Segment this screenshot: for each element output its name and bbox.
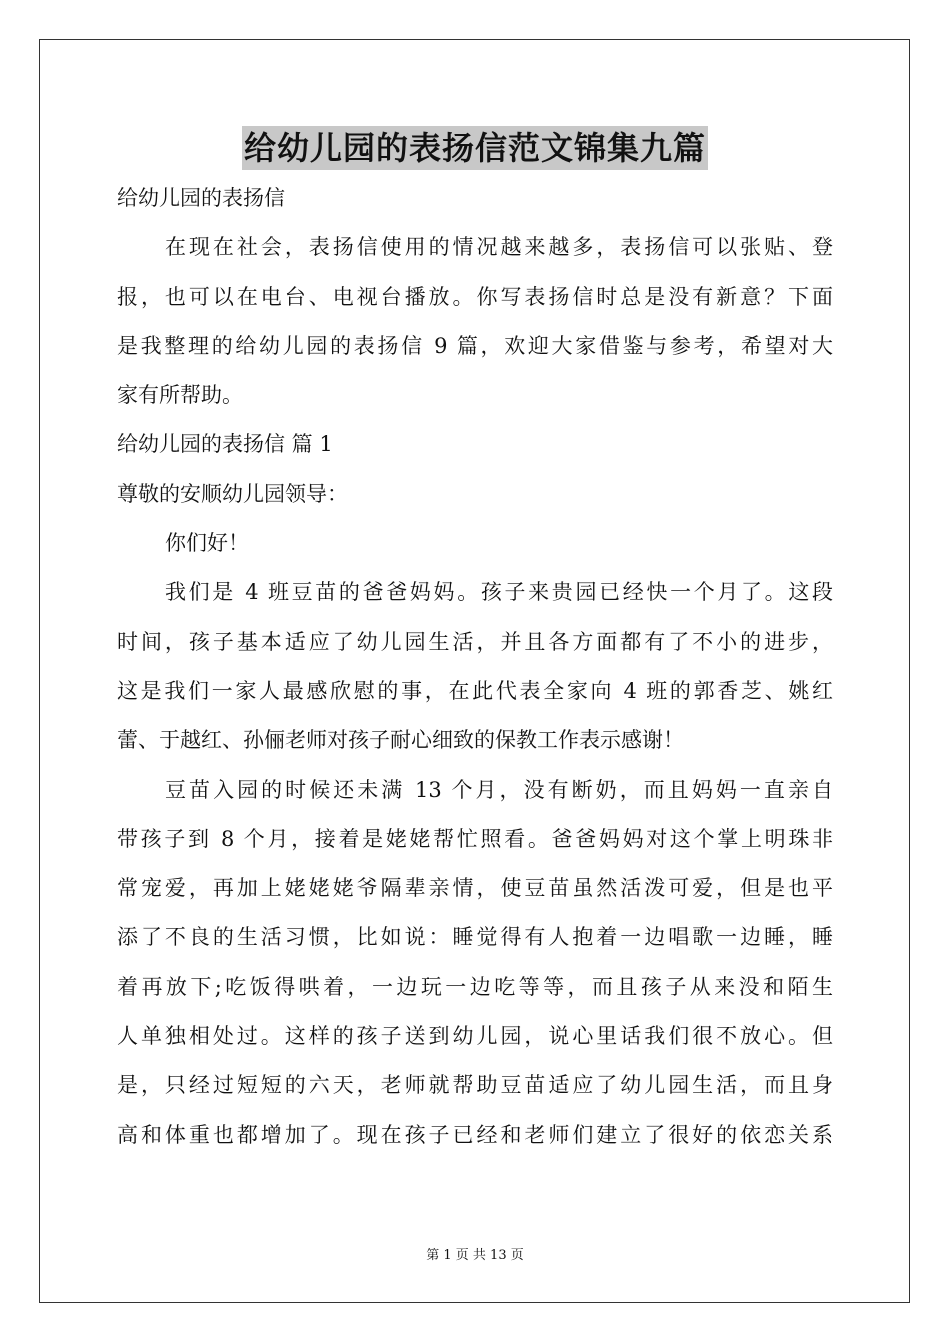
text-line: 时间，孩子基本适应了幼儿园生活，并且各方面都有了不小的进步， <box>117 629 833 654</box>
text-line: 这是我们一家人最感欣慰的事，在此代表全家向 4 班的郭香芝、姚红 <box>117 678 833 703</box>
text-line: 高和体重也都增加了。现在孩子已经和老师们建立了很好的依恋关系 <box>117 1122 833 1147</box>
text-line: 添了不良的生活习惯，比如说：睡觉得有人抱着一边唱歌一边睡，睡 <box>117 925 833 950</box>
text-line: 家有所帮助。 <box>117 383 243 408</box>
text-line: 报，也可以在电台、电视台播放。你写表扬信时总是没有新意？下面 <box>117 284 833 309</box>
title-container <box>0 126 950 170</box>
text-line: 是，只经过短短的六天，老师就帮助豆苗适应了幼儿园生活，而且身 <box>117 1073 833 1098</box>
salutation: 尊敬的安顺幼儿园领导： <box>117 481 348 506</box>
document-title: 给幼儿园的表扬信范文锦集九篇 <box>242 126 708 170</box>
text-line: 着再放下;吃饭得哄着，一边玩一边吃等等，而且孩子从来没和陌生 <box>117 974 833 999</box>
text-line: 人单独相处过。这样的孩子送到幼儿园，说心里话我们很不放心。但 <box>117 1024 833 1049</box>
section-heading: 给幼儿园的表扬信 篇 1 <box>117 432 333 457</box>
text-line: 是我整理的给幼儿园的表扬信 9 篇，欢迎大家借鉴与参考，希望对大 <box>117 333 833 358</box>
text-line: 常宠爱，再加上姥姥姥爷隔辈亲情，使豆苗虽然活泼可爱，但是也平 <box>117 876 833 901</box>
page-footer: 第 1 页 共 13 页 <box>426 1248 524 1263</box>
document-body <box>117 174 833 1160</box>
text-line: 豆苗入园的时候还未满 13 个月，没有断奶，而且妈妈一直亲自 <box>165 777 833 802</box>
greeting: 你们好！ <box>165 531 249 556</box>
text-line: 带孩子到 8 个月，接着是姥姥帮忙照看。爸爸妈妈对这个掌上明珠非 <box>117 826 833 851</box>
text-line: 蕾、于越红、孙俪老师对孩子耐心细致的保教工作表示感谢！ <box>117 728 684 753</box>
text-line: 我们是 4 班豆苗的爸爸妈妈。孩子来贵园已经快一个月了。这段 <box>165 580 833 605</box>
text-line: 在现在社会，表扬信使用的情况越来越多，表扬信可以张贴、登 <box>165 235 833 260</box>
section-heading: 给幼儿园的表扬信 <box>117 186 285 210</box>
